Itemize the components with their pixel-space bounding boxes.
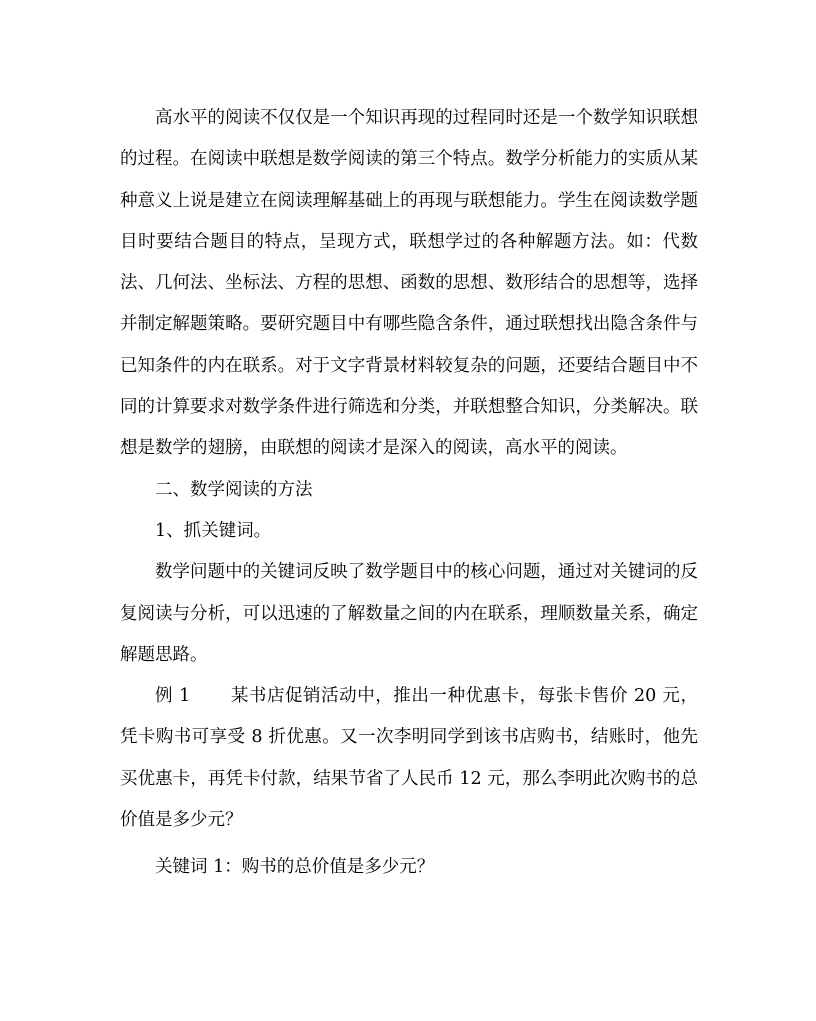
paragraph-association: 高水平的阅读不仅仅是一个知识再现的过程同时还是一个数学知识联想的过程。在阅读中联想是数学阅读的第三个特点。数学分析能力的实质从某种意义上说是建立在阅读理解基础上的再现与联想能力。学生在阅读数学题目时要结合题目的特点，呈现方式，联想学过的各种解题方法。如：代数法、几何法、坐标法、方程的思想、函数的思想、数形结合的思想等，选择并制定解题策略。要研究题目中有哪些隐含条件，通过联想找出隐含条件与已知条件的内在联系。对于文字背景材料较复杂的问题，还要结合题目中不同的计算要求对数学条件进行筛选和分类，并联想整合知识，分类解决。联想是数学的翅膀，由联想的阅读才是深入的阅读，高水平的阅读。 bbox=[120, 108, 698, 459]
example-paragraph bbox=[120, 676, 698, 841]
example-label: 例 1 bbox=[155, 686, 191, 707]
paragraph-keywords: 数学问题中的关键词反映了数学题目中的核心问题，通过对关键词的反复阅读与分析，可以迅速的了解数量之间的内在联系，理顺数量关系，确定解题思路。 bbox=[120, 562, 698, 665]
example-text: 某书店促销活动中，推出一种优惠卡，每张卡售价 20 元，凭卡购书可享受 8 折优惠。又一次李明同学到该书店购书，结账时，他先买优惠卡，再凭卡付款，结果节省了人民币 12 元，那么李明此次购书的总价值是多少元？ bbox=[120, 686, 698, 831]
section-heading: 二、数学阅读的方法 bbox=[155, 479, 313, 500]
subsection-heading: 1、抓关键词。 bbox=[155, 520, 272, 541]
document-body bbox=[120, 98, 698, 889]
keyword-line: 关键词 1：购书的总价值是多少元？ bbox=[155, 857, 435, 878]
